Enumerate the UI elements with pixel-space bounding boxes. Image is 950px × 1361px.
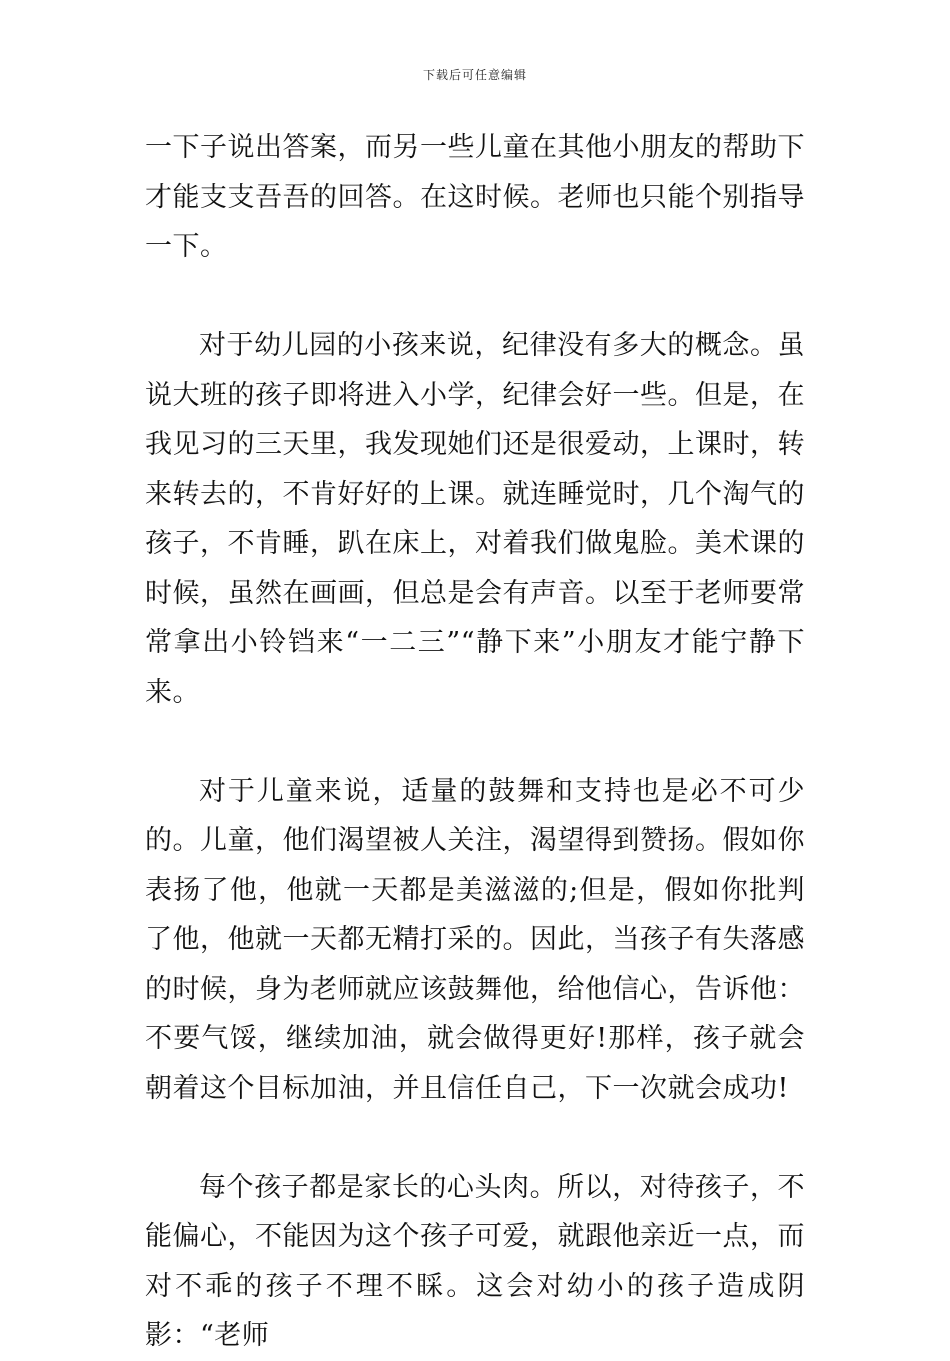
page-header: 下载后可任意编辑 xyxy=(422,68,527,82)
paragraph-continued: 一下子说出答案，而另一些儿童在其他小朋友的帮助下才能支支吾吾的回答。在这时候。老师也只能个别指导一下。 xyxy=(145,132,805,262)
document-body xyxy=(145,123,805,1361)
paragraph-fairness: 每个孩子都是家长的心头肉。所以，对待孩子，不能偏心，不能因为这个孩子可爱，就跟他亲近一点，而对不乖的孩子不理不睬。这会对幼小的孩子造成阴影：“老师 xyxy=(145,1171,805,1351)
paragraph-encouragement: 对于儿童来说，适量的鼓舞和支持也是必不可少的。儿童，他们渴望被人关注，渴望得到赞扬。假如你表扬了他，他就一天都是美滋滋的;但是，假如你批判了他，他就一天都无精打采的。因此，当孩子有失落感的时候，身为老师就应该鼓舞他，给他信心，告诉他：不要气馁，继续加油，就会做得更好!那样，孩子就会朝着这个目标加油，并且信任自己，下一次就会成功! xyxy=(145,775,805,1104)
paragraph-discipline: 对于幼儿园的小孩来说，纪律没有多大的概念。虽说大班的孩子即将进入小学，纪律会好一些。但是，在我见习的三天里，我发现她们还是很爱动，上课时，转来转去的，不肯好好的上课。就连睡觉时，几个淘气的孩子，不肯睡，趴在床上，对着我们做鬼脸。美术课的时候，虽然在画画，但总是会有声音。以至于老师要常常拿出小铃铛来“一二三”“静下来”小朋友才能宁静下来。 xyxy=(145,330,805,708)
